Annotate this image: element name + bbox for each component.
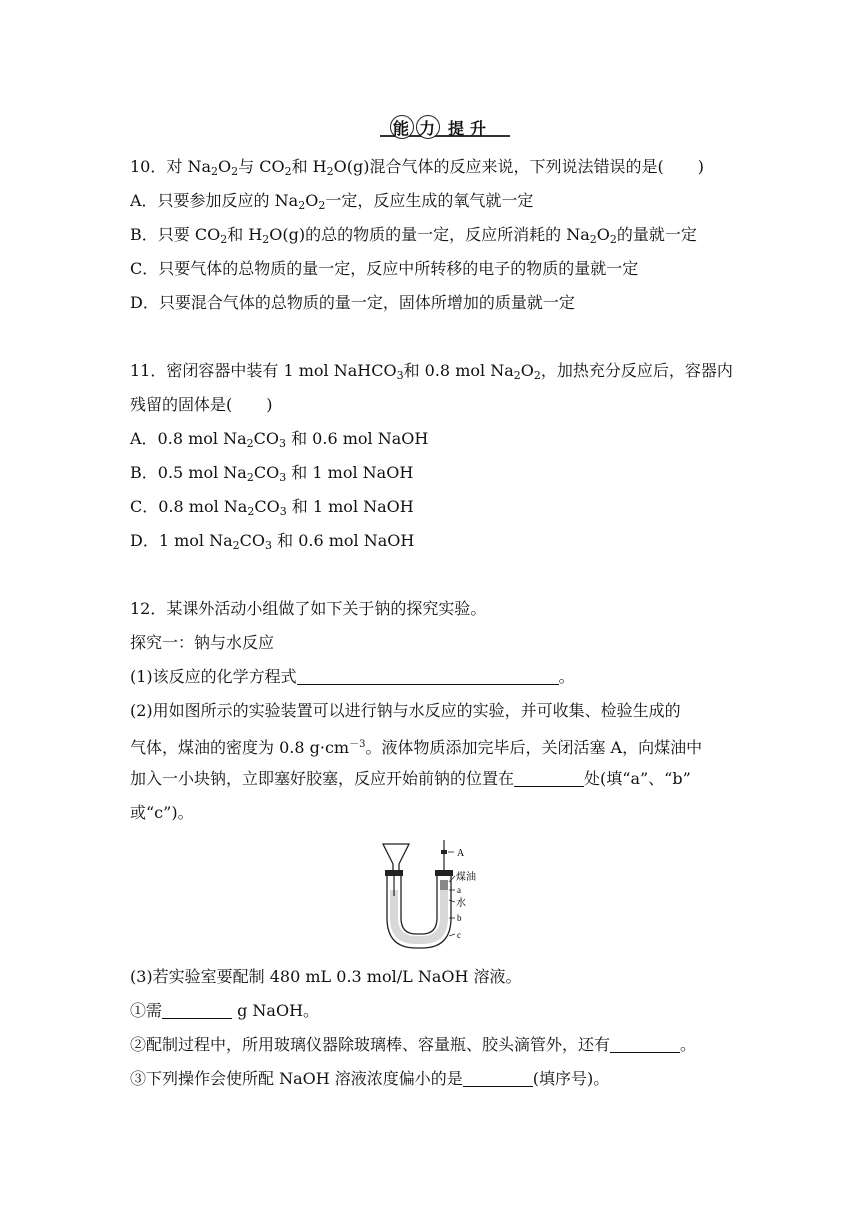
banner-char-2: 力: [419, 119, 436, 138]
q12-part-2-line1: (2)用如图所示的实验装置可以进行钠与水反应的实验，并可收集、检验生成的: [130, 701, 681, 720]
u-tube-apparatus-figure: [378, 840, 484, 952]
q11-stem-line1: 11．密闭容器中装有 1 mol NaHCO$_3$和 0.8 mol $Na_2O_2$，加热充分反应后，容器内: [130, 361, 733, 382]
q12-part-3-1: ①需 g NaOH。: [130, 1001, 320, 1020]
q11-option-a: A．0.8 mol $Na_2CO_3$ 和 0.6 mol NaOH: [130, 429, 429, 450]
answer-blank-2: [514, 770, 584, 787]
fig-label-b: b: [457, 913, 462, 923]
banner-char-1: 能: [393, 119, 410, 138]
section-banner: [380, 116, 510, 142]
q12-part-3: (3)若实验室要配制 480 mL 0.3 mol/L NaOH 溶液。: [130, 967, 522, 986]
q10-option-a: A．只要参加反应的 $Na_2O_2$一定，反应生成的氧气就一定: [130, 191, 534, 212]
q12-part-2-line4: 或“c”)。: [130, 803, 194, 822]
q10-stem: 10．对 $Na_2O_2$与 $CO_2$和 $H_2O(g)$混合气体的反应来说，下列说法错误的是( ): [130, 157, 704, 178]
fig-label-A: A: [457, 848, 465, 859]
q12-part-3-3: ③下列操作会使所配 NaOH 溶液浓度偏小的是 (填序号)。: [130, 1069, 610, 1088]
banner-char-4: 升: [470, 119, 487, 138]
answer-blank-1: [297, 668, 559, 685]
fig-label-c: c: [457, 930, 461, 940]
q11-option-b: B．0.5 mol $Na_2CO_3$ 和 1 mol NaOH: [130, 463, 414, 484]
banner-char-3: 提: [448, 119, 465, 138]
q12-part-3-2: ②配制过程中，所用玻璃仪器除玻璃棒、容量瓶、胶头滴管外，还有 。: [130, 1035, 697, 1054]
q12-stem: 12．某课外活动小组做了如下关于钠的探究实验。: [130, 599, 487, 618]
answer-blank-4: [610, 1036, 680, 1053]
q11-option-d: D．1 mol $Na_2CO_3$ 和 0.6 mol NaOH: [130, 531, 415, 552]
q12-explore-1: 探究一：钠与水反应: [130, 633, 275, 652]
q12-part-1: (1)该反应的化学方程式 。: [130, 667, 575, 686]
q12-part-2-line2: 气体，煤油的密度为 0.8 $g\cdot cm^{-3}$。液体物质添加完毕后，关闭活塞 A，向煤油中: [130, 738, 703, 757]
answer-blank-3: [162, 1002, 232, 1019]
q10-option-c: C．只要气体的总物质的量一定，反应中所转移的电子的物质的量就一定: [130, 259, 639, 278]
fig-label-water: 水: [456, 898, 466, 909]
q11-option-c: C．0.8 mol $Na_2CO_3$ 和 1 mol NaOH: [130, 497, 414, 518]
fig-label-a: a: [457, 885, 461, 895]
q12-part-2-line3: 加入一小块钠，立即塞好胶塞，反应开始前钠的位置在 处(填“a”、“b”: [130, 769, 691, 788]
fig-label-kerosene: 煤油: [456, 872, 476, 883]
q10-option-b: B．只要 $CO_2$和 $H_2O(g)$的总的物质的量一定，反应所消耗的 $Na_2O_2$的量就一定: [130, 225, 697, 246]
answer-blank-5: [463, 1070, 533, 1087]
q11-stem-line2: 残留的固体是( ): [130, 395, 273, 414]
q10-option-d: D．只要混合气体的总物质的量一定，固体所增加的质量就一定: [130, 293, 575, 312]
